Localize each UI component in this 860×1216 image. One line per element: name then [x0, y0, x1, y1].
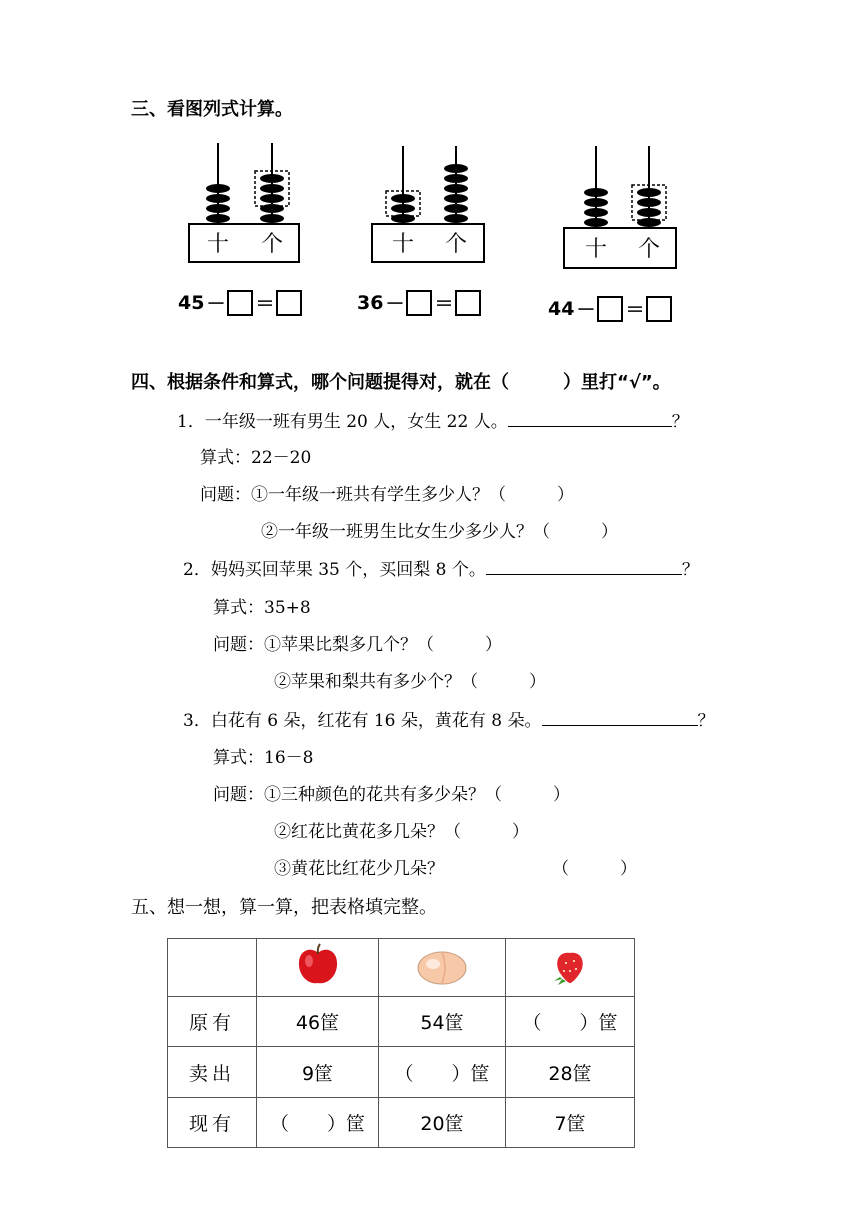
table-cell: 9筐: [257, 1047, 379, 1098]
equation-1-start: 45: [178, 291, 205, 314]
place-label-ones: 个: [444, 232, 468, 257]
tens-bead: [584, 208, 608, 217]
equation-2-start: 36: [357, 291, 384, 314]
ones-bead: [260, 184, 284, 193]
place-label-tens: 十: [391, 232, 415, 257]
equals-sign: ＝: [255, 293, 275, 315]
tens-bead: [391, 204, 415, 213]
ones-bead: [260, 214, 284, 223]
table-cell-blank[interactable]: （ ）筐: [257, 1098, 379, 1148]
peach-header: [379, 939, 506, 997]
answer-box[interactable]: [406, 290, 432, 316]
question-3-option-2[interactable]: ②红花比黄花多几朵？（ ）: [274, 822, 529, 842]
ones-bead: [444, 214, 468, 223]
question-1-stem: [177, 407, 689, 432]
table-row: [168, 997, 635, 1047]
table-cell: 28筐: [506, 1047, 635, 1098]
strawberry-icon: [552, 945, 588, 985]
equals-sign: ＝: [434, 293, 454, 315]
answer-box[interactable]: [646, 296, 672, 322]
ones-bead: [637, 208, 661, 217]
ones-bead: [260, 194, 284, 203]
question-1-option-2[interactable]: ②一年级一班男生比女生少多少人？（ ）: [261, 522, 618, 542]
answer-blank[interactable]: [486, 556, 682, 575]
table-row: [168, 1047, 635, 1098]
ones-bead: [260, 174, 284, 183]
question-2-text: 2．妈妈买回苹果 35 个，买回梨 8 个。: [183, 560, 486, 580]
abacus-frame: [372, 224, 484, 262]
table-cell: 46筐: [257, 997, 379, 1047]
ones-bead: [637, 188, 661, 197]
ones-bead: [637, 198, 661, 207]
section4-title: 四、根据条件和算式，哪个问题提得对，就在（ ）里打“√”。: [131, 372, 671, 393]
question-3-option-1[interactable]: 问题：①三种颜色的花共有多少朵？（ ）: [213, 785, 570, 805]
answer-box[interactable]: [597, 296, 623, 322]
minus-sign: －: [576, 299, 596, 321]
question-1-formula: 算式：22－20: [200, 448, 312, 468]
question-3-stem: [183, 706, 715, 731]
section3-title: 三、看图列式计算。: [131, 99, 293, 120]
table-cell: 7筐: [506, 1098, 635, 1148]
answer-box[interactable]: [455, 290, 481, 316]
minus-sign: －: [206, 293, 226, 315]
ones-bead: [444, 194, 468, 203]
question-3-option-3-paren[interactable]: （ ）: [552, 859, 637, 879]
equation-3: [548, 295, 672, 322]
row-label: 现有: [168, 1098, 257, 1148]
tens-bead: [206, 204, 230, 213]
tens-bead: [391, 194, 415, 203]
equals-sign: ＝: [625, 299, 645, 321]
equation-3-start: 44: [548, 297, 575, 320]
peach-icon: [415, 944, 469, 986]
equation-1: [178, 289, 302, 316]
question-3-text: 3．白花有 6 朵，红花有 16 朵，黄花有 8 朵。: [183, 711, 542, 731]
row-label: 原有: [168, 997, 257, 1047]
tens-bead: [584, 188, 608, 197]
question-3-formula: 算式：16－8: [213, 748, 314, 768]
table-cell: 20筐: [379, 1098, 506, 1148]
answer-box[interactable]: [227, 290, 253, 316]
question-3-option-3[interactable]: ③黄花比红花少几朵？: [274, 859, 444, 879]
apple-icon: [295, 943, 341, 987]
question-2-formula: 算式：35+8: [213, 598, 311, 618]
ones-bead: [444, 164, 468, 173]
question-1-text: 1．一年级一班有男生 20 人，女生 22 人。: [177, 412, 508, 432]
tens-bead: [206, 214, 230, 223]
tens-bead: [206, 184, 230, 193]
question-mark: ？: [681, 560, 699, 580]
minus-sign: －: [385, 293, 405, 315]
table-cell: 54筐: [379, 997, 506, 1047]
answer-blank[interactable]: [542, 707, 698, 726]
answer-box[interactable]: [276, 290, 302, 316]
place-label-ones: 个: [260, 232, 284, 257]
tens-bead: [206, 194, 230, 203]
question-1-option-1[interactable]: 问题：①一年级一班共有学生多少人？（ ）: [200, 485, 574, 505]
equation-2: [357, 289, 481, 316]
ones-bead: [444, 184, 468, 193]
strawberry-header: [506, 939, 635, 997]
row-label: 卖出: [168, 1047, 257, 1098]
place-label-tens: 十: [584, 237, 608, 262]
question-2-stem: [183, 555, 699, 580]
apple-header: [257, 939, 379, 997]
fruit-table: [167, 938, 635, 1148]
table-cell-blank[interactable]: （ ）筐: [379, 1047, 506, 1098]
question-2-option-2[interactable]: ②苹果和梨共有多少个？（ ）: [274, 672, 546, 692]
ones-bead: [444, 174, 468, 183]
ones-bead: [444, 204, 468, 213]
tens-bead: [584, 198, 608, 207]
place-label-tens: 十: [206, 232, 230, 257]
tens-bead: [584, 218, 608, 227]
question-mark: ？: [671, 412, 689, 432]
answer-blank[interactable]: [508, 408, 672, 427]
question-2-option-1[interactable]: 问题：①苹果比梨多几个？（ ）: [213, 635, 502, 655]
place-label-ones: 个: [637, 237, 661, 262]
section5-title: 五、想一想，算一算，把表格填完整。: [131, 897, 437, 918]
question-mark: ？: [697, 711, 715, 731]
table-row: [168, 1098, 635, 1148]
table-cell-blank[interactable]: （ ）筐: [506, 997, 635, 1047]
table-corner: [168, 939, 257, 997]
